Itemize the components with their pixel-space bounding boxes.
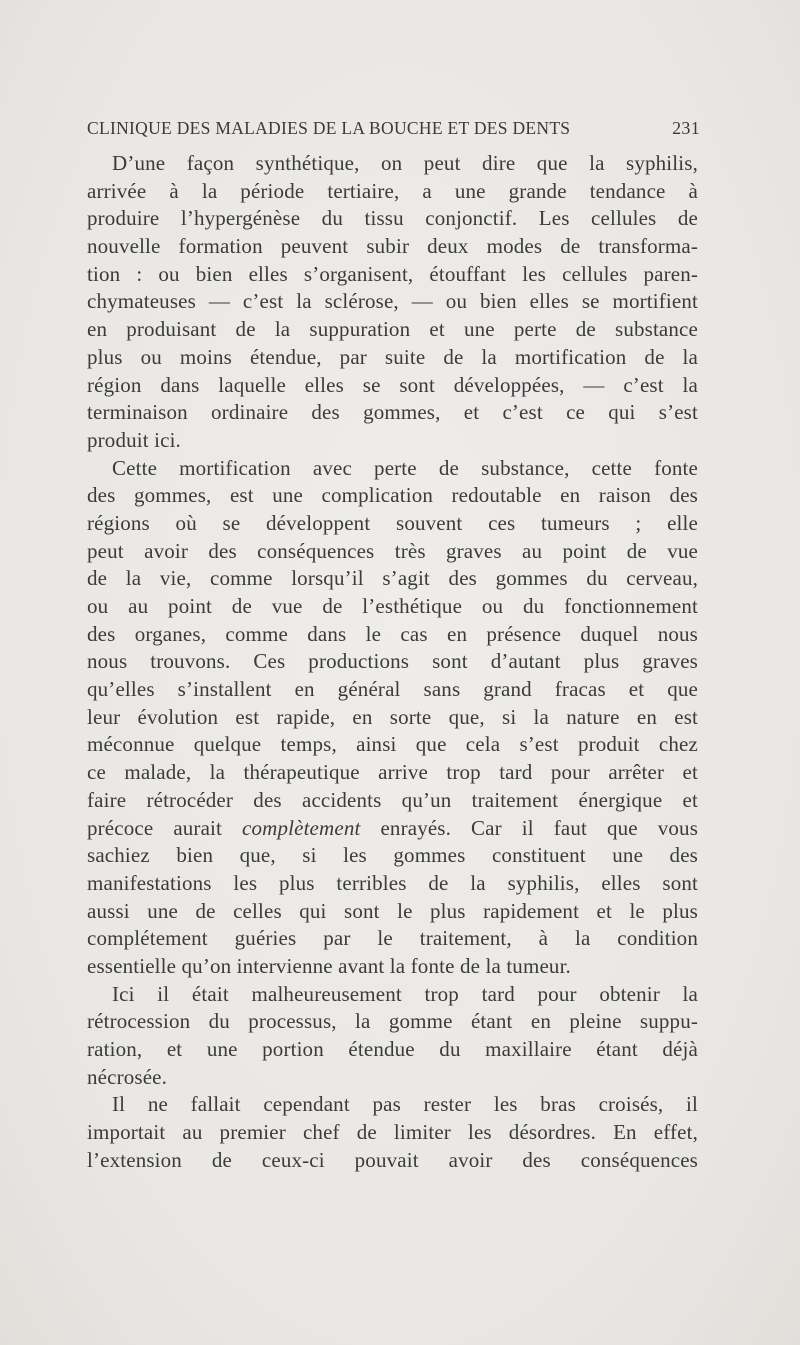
text-line: sachiez bien que, si les gommes constituent une des [87,843,698,868]
text-line: région dans laquelle elles se sont développées, — c’est la [87,372,698,397]
text-line: méconnue quelque temps, ainsi que cela s’est produit chez [87,732,698,757]
text-line-with-italic [87,815,698,843]
text-line: l’extension de ceux-ci pouvait avoir des conséquences [87,1147,698,1172]
text-line: rétrocession du processus, la gomme étant en pleine suppu- [87,1009,698,1034]
text-line: D’une façon synthétique, on peut dire que la syphilis, [112,151,698,175]
text-line: complétement guéries par le traitement, à la condition [87,926,698,951]
text-line: produire l’hypergénèse du tissu conjonctif. Les cellules de [87,206,698,231]
text-line: terminaison ordinaire des gommes, et c’est ce qui s’est [87,400,698,425]
text-line: manifestations les plus terribles de la syphilis, elles sont [87,870,698,895]
text-line: leur évolution est rapide, en sorte que, si la nature en est [87,704,698,729]
text-line: Cette mortification avec perte de substance, cette fonte [112,455,698,480]
text-line: essentielle qu’on intervienne avant la fonte de la tumeur. [87,953,571,978]
text-line: Il ne fallait cependant pas rester les bras croisés, il [112,1092,698,1117]
text-line: plus ou moins étendue, par suite de la mortification de la [87,344,698,369]
text-line: arrivée à la période tertiaire, a une grande tendance à [87,178,698,203]
text-segment: précoce aurait [87,815,223,840]
text-line: des gommes, est une complication redoutable en raison des [87,483,698,508]
text-line: tion : ou bien elles s’organisent, étouffant les cellules paren- [87,261,698,286]
text-line: importait au premier chef de limiter les désordres. En effet, [87,1120,698,1145]
text-line: nouvelle formation peuvent subir deux modes de transforma- [87,234,698,259]
page-number: 231 [672,118,700,138]
text-line: Ici il était malheureusement trop tard pour obtenir la [112,981,698,1006]
body-text [87,150,698,1174]
text-line: chymateuses — c’est la sclérose, — ou bien elles se mortifient [87,289,698,314]
text-line: des organes, comme dans le cas en présence duquel nous [87,621,698,646]
text-line: ou au point de vue de l’esthétique ou du fonctionnement [87,594,698,618]
text-line: qu’elles s’installent en général sans grand fracas et que [87,677,698,702]
text-line: en produisant de la suppuration et une perte de substance [87,317,698,342]
italic-word: complètement [242,815,361,840]
text-line: nous trouvons. Ces productions sont d’autant plus graves [87,649,698,674]
text-line: nécrosée. [87,1064,168,1089]
text-line: ce malade, la thérapeutique arrive trop tard pour arrêter et [87,760,698,785]
text-segment: enrayés. Car il faut que vous [380,815,699,840]
text-line: régions où se développent souvent ces tumeurs ; elle [87,510,698,535]
text-line: aussi une de celles qui sont le plus rapidement et le plus [87,898,698,923]
text-line: de la vie, comme lorsqu’il s’agit des gommes du cerveau, [87,566,698,591]
text-line: produit ici. [87,427,181,452]
running-title: CLINIQUE DES MALADIES DE LA BOUCHE ET DES DENTS [87,118,571,138]
text-line: ration, et une portion étendue du maxillaire étant déjà [87,1037,698,1061]
text-line: faire rétrocéder des accidents qu’un traitement énergique et [87,787,698,812]
text-line: peut avoir des conséquences très graves au point de vue [87,538,698,563]
page-header [87,118,700,144]
